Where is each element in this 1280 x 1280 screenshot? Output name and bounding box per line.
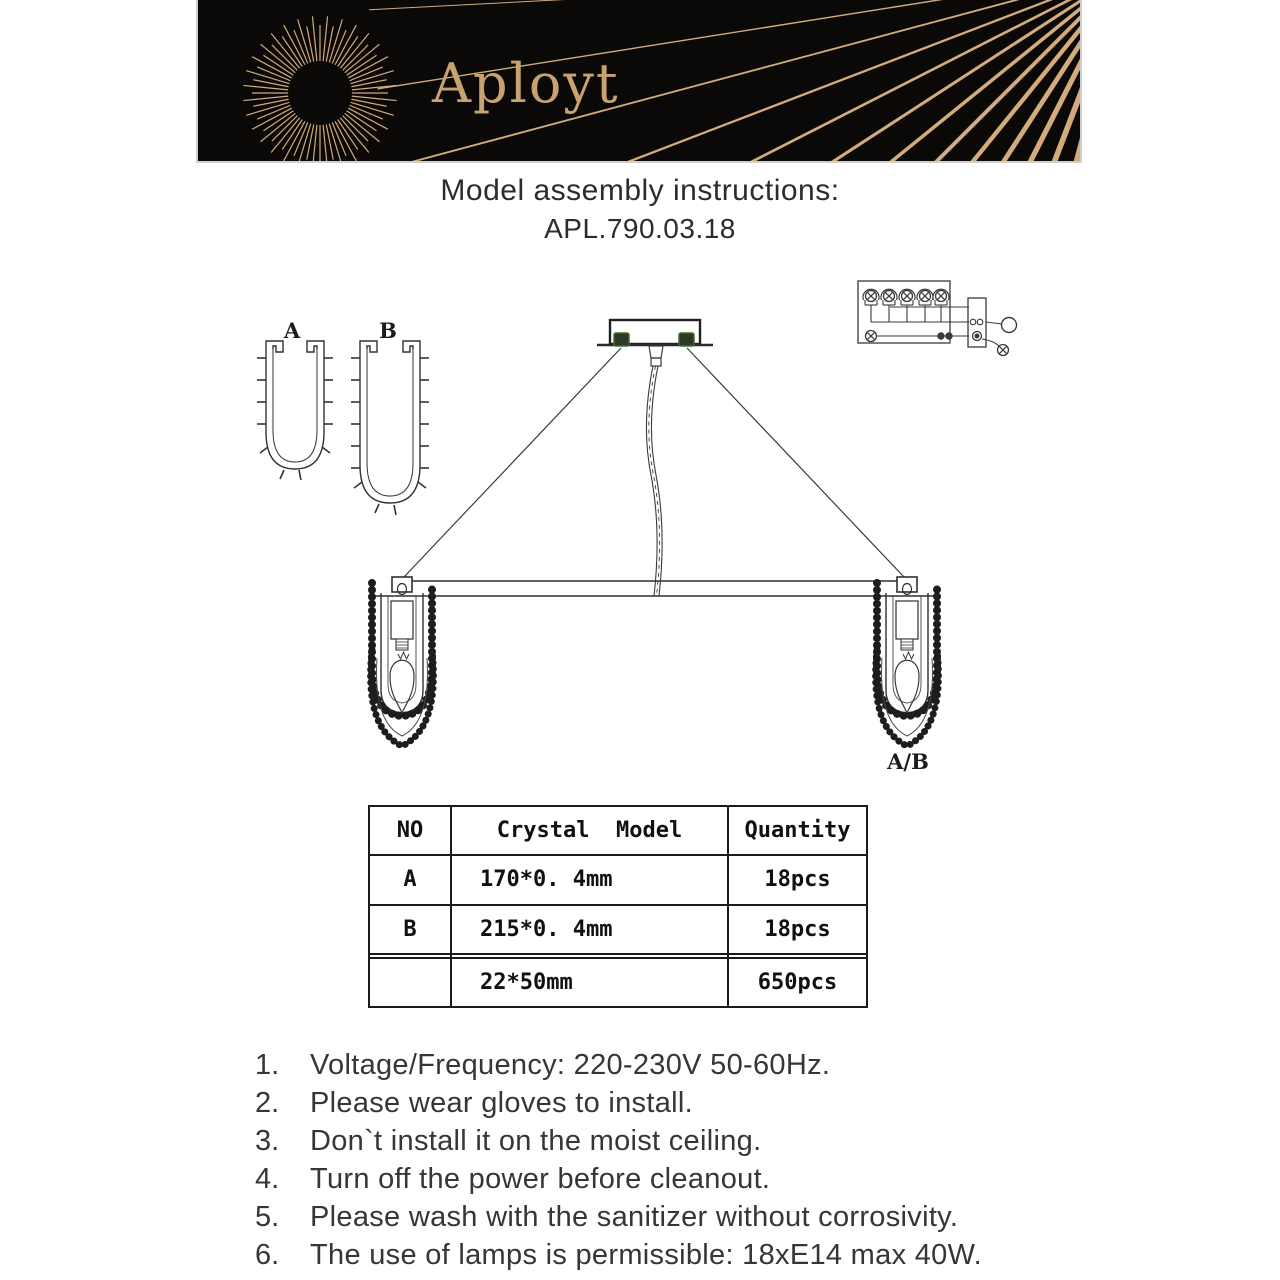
table-header-row [369, 806, 867, 855]
crystal-b-diagram [351, 341, 429, 515]
brand-logo-text: Aployt [432, 52, 620, 115]
table-row: B 215*0. 4mm 18pcs [369, 905, 867, 954]
instruction-list [255, 1050, 1115, 1278]
col-header-qty: Quantity [728, 806, 867, 855]
table-row: A 170*0. 4mm 18pcs [369, 855, 867, 904]
crystal-b-label: B [379, 318, 397, 343]
list-item: 3. Don`t install it on the moist ceiling. [255, 1125, 762, 1157]
crystal-a-label: A [283, 318, 301, 343]
model-number: APL.790.03.18 [544, 213, 736, 244]
ground-terminal-icon [1002, 318, 1017, 333]
wire-connector-left [614, 333, 629, 346]
suspension-wires [404, 348, 904, 596]
list-item: 2. Please wear gloves to install. [255, 1087, 693, 1119]
page-title: Model assembly instructions: [440, 174, 840, 207]
canopy-diagram [597, 320, 713, 366]
banner-decoration [198, 0, 1082, 163]
list-item: 6. The use of lamps is permissible: 18xE14 max 40W. [255, 1239, 983, 1271]
starburst-center [290, 63, 350, 123]
col-header-model: Crystal Model [451, 806, 728, 855]
col-header-no: NO [369, 806, 451, 855]
lamp-assembly-left [371, 577, 434, 746]
table-row: 22*50mm 650pcs [369, 958, 867, 1007]
lamp-assembly-right [876, 577, 939, 746]
list-item: 5. Please wash with the sanitizer without corrosivity. [255, 1201, 959, 1233]
wire-connector-right [679, 333, 694, 346]
list-item: 4. Turn off the power before cleanout. [255, 1163, 771, 1195]
brand-banner [196, 0, 1082, 163]
wiring-schematic [858, 281, 1017, 356]
crystal-spec-table [368, 805, 868, 1008]
crystal-a-diagram [257, 341, 333, 480]
lamp-crystal-label: A/B [887, 749, 929, 774]
list-item: 1. Voltage/Frequency: 220-230V 50-60Hz. [255, 1049, 831, 1081]
assembly-diagram [230, 260, 1060, 790]
title-block [0, 174, 1280, 245]
